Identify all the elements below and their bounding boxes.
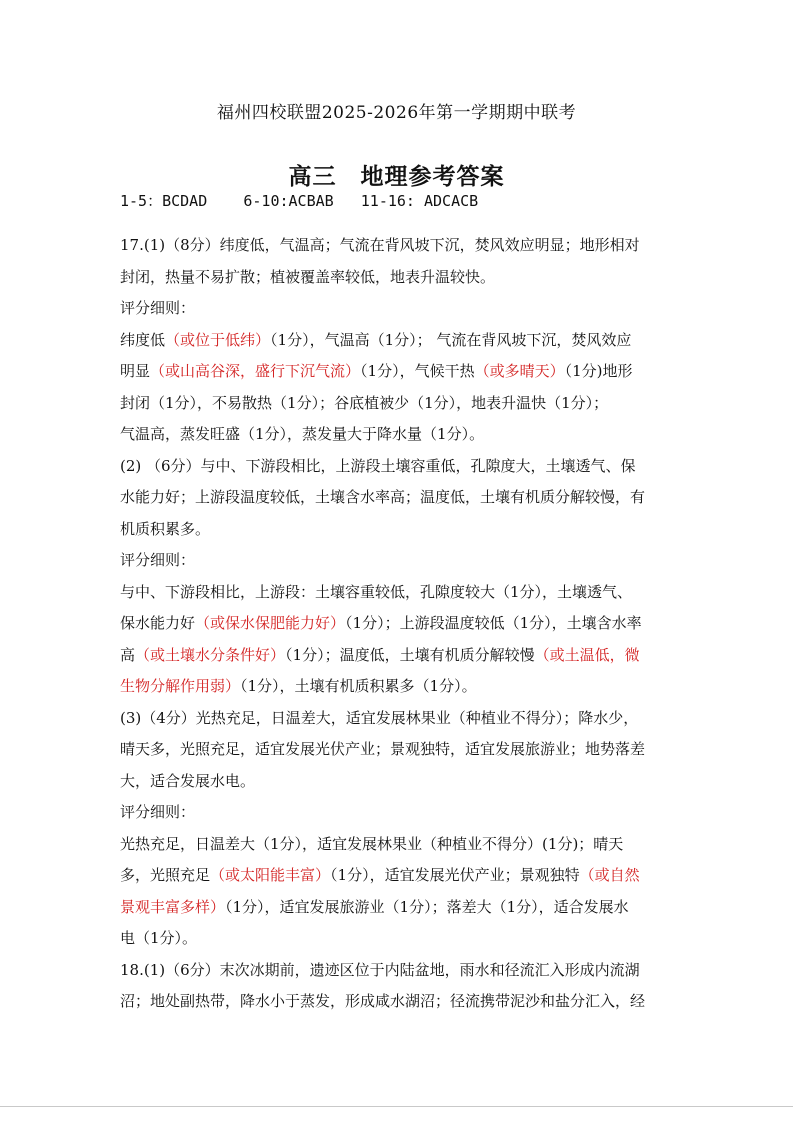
answer-line: 17.(1)（8分）纬度低，气温高；气流在背风坡下沉，焚风效应明显；地形相对 [120, 236, 640, 254]
answer-line: 大，适合发展水电。 [120, 771, 256, 790]
alternate-answer-text: （或位于低纬） [165, 330, 271, 349]
answer-text: （1分）；温度低，土壤有机质分解较慢 [285, 645, 535, 664]
answer-line: 封闭，热量不易扩散；植被覆盖率较低，地表升温较快。 [120, 267, 496, 286]
answer-line: 评分细则： [120, 803, 196, 821]
answer-text: （1分)地形 [564, 362, 633, 380]
answer-text: 纬度低 [120, 330, 166, 349]
answer-text: （1分），适宜发展旅游业（1分）；落差大（1分），适合发展水 [225, 897, 629, 916]
answer-line: 机质积累多。 [120, 519, 211, 538]
answer-text: （1分），气温高（1分）； 气流在背风坡下沉，焚风效应 [270, 330, 632, 349]
answer-line [120, 640, 676, 672]
answer-line: 沼；地处副热带，降水小于蒸发，形成咸水湖沼；径流携带泥沙和盐分汇入，经 [120, 992, 646, 1010]
answer-text: 明显 [120, 362, 151, 380]
alternate-answer-text: 景观丰富多样） [120, 897, 226, 916]
alternate-answer-text: （或土壤水分条件好） [135, 645, 286, 664]
exam-header: 福州四校联盟2025-2026年第一学期期中联考 [216, 103, 577, 123]
answer-line [120, 860, 676, 892]
answer-line: 气温高，蒸发旺盛（1分），蒸发量大于降水量（1分）。 [120, 425, 485, 443]
alternate-answer-text: （或山高谷深，盛行下沉气流） [150, 362, 361, 380]
answer-line: 晴天多，光照充足，适宜发展光伏产业；景观独特，适宜发展旅游业；地势落差 [120, 740, 646, 758]
answer-line: (2) （6分）与中、下游段相比，上游段土壤容重低，孔隙度大，土壤透气、保 [120, 456, 636, 475]
answer-line: 光热充足，日温差大（1分），适宜发展林果业（种植业不得分）(1分)；晴天 [120, 834, 624, 853]
answer-text: （1分），适宜发展光伏产业；景观独特 [330, 866, 580, 884]
answer-line: 水能力好；上游段温度较低，土壤含水率高；温度低，土壤有机质分解较慢，有 [120, 488, 646, 506]
answer-text: （1分），土壤有机质积累多（1分）。 [240, 677, 477, 695]
answer-line [120, 325, 676, 357]
answer-line: 18.(1)（6分）末次冰期前，遗迹区位于内陆盆地，雨水和径流汇入形成内流湖 [120, 960, 640, 979]
answer-line: 评分细则： [120, 551, 196, 569]
page-title: 高三 地理参考答案 [288, 164, 505, 190]
answer-line [120, 608, 676, 640]
alternate-answer-text: （或自然 [579, 866, 640, 884]
answer-text: （1分）；上游段温度较低（1分），土壤含水率 [345, 614, 642, 632]
alternate-answer-text: （或土温低，微 [534, 645, 640, 664]
page-bottom-divider [0, 1106, 793, 1107]
alternate-answer-text: （或太阳能丰富） [210, 866, 331, 884]
answer-line [120, 671, 676, 703]
answer-line: (3)（4分）光热充足，日温差大，适宜发展林果业（种植业不得分）；降水少， [120, 708, 639, 727]
alternate-answer-text: （或多晴天） [474, 362, 565, 380]
answer-text: （1分），气候干热 [360, 362, 475, 380]
answer-line [120, 892, 676, 924]
answer-text: 多，光照充足 [120, 866, 211, 884]
answer-text: 保水能力好 [120, 614, 196, 632]
answer-line: 与中、下游段相比，上游段：土壤容重较低，孔隙度较大（1分），土壤透气、 [120, 582, 633, 601]
alternate-answer-text: 生物分解作用弱） [120, 677, 241, 695]
answer-line [120, 356, 676, 388]
answer-text: 高 [120, 645, 136, 664]
answer-line: 电（1分）。 [120, 929, 198, 947]
answer-body [120, 230, 676, 1018]
alternate-answer-text: （或保水保肥能力好） [195, 614, 346, 632]
answer-line: 封闭（1分），不易散热（1分）；谷底植被少（1分），地表升温快（1分）； [120, 393, 609, 412]
answer-line: 评分细则： [120, 299, 196, 317]
multiple-choice-answers: 1-5：BCDAD 6-10:ACBAB 11-16: ADCACB [120, 192, 479, 210]
